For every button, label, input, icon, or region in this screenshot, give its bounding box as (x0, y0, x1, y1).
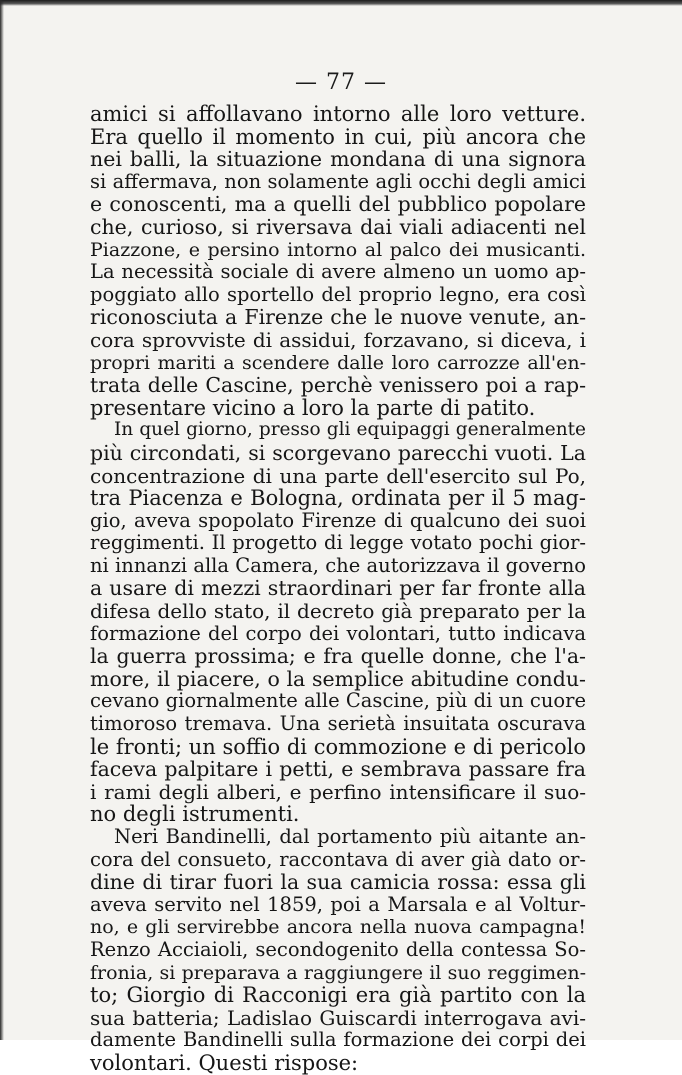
text-line: Era quello il momento in cui, più ancora che (90, 124, 586, 149)
text-line: no degli istrumenti. (90, 802, 300, 827)
text-line: cora del consueto, raccontava di aver già dato or- (90, 847, 586, 871)
text-line: amici si affollavano intorno alle loro vetture. (90, 102, 586, 126)
text-line: no, e gli servirebbe ancora nella nuova campagna! (90, 916, 586, 939)
text-line: a usare di mezzi straordinari per far fronte alla (90, 576, 586, 601)
text-line: ni innanzi alla Camera, che autorizzava il governo (90, 553, 586, 577)
text-line: cevano giornalmente alle Cascine, più di un cuore (90, 689, 586, 713)
text-line: la guerra prossima; e fra quelle donne, che l'a- (90, 644, 586, 669)
text-line: concentrazione di una parte dell'esercito sul Po, (90, 463, 586, 488)
text-line: more, il piacere, o la semplice abitudine condu- (90, 666, 586, 691)
text-line: Piazzone, e persino intorno al palco dei musicanti. (90, 238, 586, 261)
text-line: to; Giorgio di Racconigi era già partito con la (90, 983, 586, 1008)
text-line: nei balli, la situazione mondana di una signora (90, 147, 586, 172)
page-number: — 77 — (295, 70, 387, 95)
text-line: si affermava, non solamente agli occhi degli amici (90, 169, 586, 193)
text-line: presentare vicino a loro la parte di patito. (90, 395, 536, 420)
text-line: La necessità sociale di avere almeno un uomo ap- (90, 260, 586, 284)
scan-left-edge (0, 0, 4, 1040)
text-line: riconosciuta a Firenze che le nuove venute, an- (90, 305, 586, 330)
text-line: cora sprovviste di assidui, forzavano, si diceva, i (90, 327, 586, 352)
text-line: più circondati, si scorgevano parecchi vuoti. La (90, 440, 586, 465)
text-line: Neri Bandinelli, dal portamento più aitante an- (114, 825, 586, 848)
text-line: tra Piacenza e Bologna, ordinata per il 5 mag- (90, 486, 586, 511)
text-line: formazione del corpo dei volontari, tutto indicava (90, 621, 586, 645)
text-line: gio, aveva spopolato Firenze di qualcuno dei suoi (90, 508, 586, 532)
text-line: reggimenti. Il progetto di legge votato pochi gior- (90, 531, 586, 555)
text-line: che, curioso, si riversava dai viali adiacenti nel (90, 214, 586, 239)
text-line: In quel giorno, presso gli equipaggi generalmente (114, 419, 586, 441)
text-line: e conoscenti, ma a quelli del pubblico popolare (90, 192, 586, 217)
body-text (90, 103, 586, 1075)
text-line: damente Bandinelli sulla formazione dei corpi dei (90, 1028, 586, 1052)
text-line: propri mariti a scendere dalle loro carrozze all'en- (90, 351, 586, 374)
text-line: Renzo Acciaioli, secondogenito della contessa So- (90, 937, 586, 961)
text-line: aveva servito nel 1859, poi a Marsala e al Voltur- (90, 892, 586, 916)
text-line: trata delle Cascine, perchè venissero poi a rap- (90, 373, 586, 398)
text-line: timoroso tremava. Una serietà insuitata oscurava (90, 712, 586, 736)
text-line: volontari. Questi rispose: (90, 1050, 359, 1075)
text-line: i rami degli alberi, e perfino intensificare il suo- (90, 779, 586, 804)
text-line: sua batteria; Ladislao Guiscardi interrogava avi- (90, 1005, 586, 1030)
text-line: faceva palpitare i petti, e sembrava passare fra (90, 757, 586, 782)
text-line: poggiato allo sportello del proprio legno, era così (90, 282, 586, 306)
text-line: difesa dello stato, il decreto già preparato per la (90, 599, 586, 624)
text-line: le fronti; un soffio di commozione e di pericolo (90, 734, 586, 759)
text-line: fronia, si preparava a raggiungere il suo reggimen- (90, 961, 586, 984)
scan-top-edge (0, 0, 682, 6)
text-line: dine di tirar fuori la sua camicia rossa: essa gli (90, 870, 586, 895)
